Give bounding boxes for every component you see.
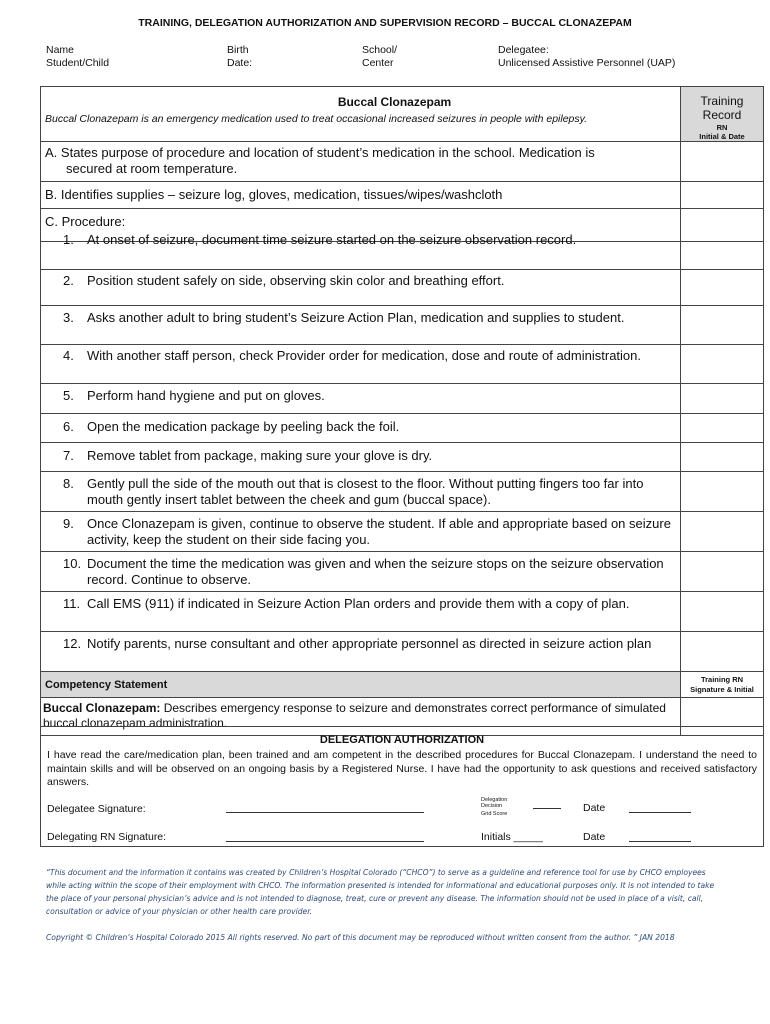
- section-a-prefix: A.: [45, 145, 58, 160]
- section-b: B. Identifies supplies – seizure log, gloves, medication, tissues/wipes/washcloth: [41, 182, 681, 209]
- training-record-initial-date: Initial & Date: [699, 132, 745, 141]
- step-row: [41, 632, 681, 672]
- training-record-cell[interactable]: [681, 592, 764, 632]
- step-row: [41, 443, 681, 472]
- copyright-text: Copyright © Children’s Hospital Colorado 2015 All rights reserved. No part of this document may be reproduced without written consent from the author. ” JAN 2018: [46, 933, 675, 942]
- training-rn-signature-header: [681, 672, 764, 698]
- step-text: Remove tablet from package, making sure your glove is dry.: [87, 448, 433, 463]
- rn-date-label: Date: [583, 831, 606, 843]
- step-text: At onset of seizure, document time seizure started on the seizure observation record.: [87, 232, 577, 247]
- name-field-label: Name Student/Child: [46, 44, 110, 69]
- delegatee-label: Delegatee: Unlicensed Assistive Personnel (UAP): [498, 44, 676, 69]
- step-text: Gently pull the side of the mouth out that is closest to the floor. Without putting fingers too far into mouth gently insert tablet between the cheek and gum (buccal space).: [87, 476, 644, 507]
- competency-statement-text: Describes emergency response to seizure and demonstrates correct performance of simulated buccal clonazepam administration.: [43, 701, 666, 730]
- training-record-cell[interactable]: [681, 632, 764, 672]
- delegatee-date-line[interactable]: [629, 801, 691, 813]
- competency-header: Competency Statement: [41, 672, 681, 698]
- section-c-label: C. Procedure:: [45, 214, 126, 229]
- training-rn-label: Training RN: [700, 675, 744, 684]
- signature-initial-label: Signature & Initial: [690, 685, 754, 694]
- step-row: [41, 306, 681, 345]
- intro-heading: Buccal Clonazepam: [337, 95, 452, 109]
- intro-cell: [41, 87, 681, 142]
- training-record-cell[interactable]: [681, 182, 764, 209]
- training-record-rn: RN: [716, 123, 728, 132]
- initials-field[interactable]: Initials _____: [481, 831, 543, 843]
- intro-description: Buccal Clonazepam is an emergency medication used to treat occasional increased seizures in people with epilepsy.: [45, 113, 588, 125]
- step-text: With another staff person, check Provider order for medication, dose and route of administration.: [87, 348, 641, 363]
- step-row: [41, 512, 681, 552]
- section-a-line1: States purpose of procedure and location of student’s medication in the school. Medication is: [60, 145, 595, 160]
- competency-statement-title: Buccal Clonazepam:: [43, 701, 161, 715]
- training-record-cell[interactable]: [681, 345, 764, 384]
- training-record-cell[interactable]: [681, 142, 764, 182]
- step-number: 9.: [63, 516, 74, 531]
- rn-signature-line[interactable]: [226, 830, 424, 842]
- delegatee-signature-label: Delegatee Signature:: [47, 803, 146, 815]
- step-number: 3.: [63, 310, 74, 325]
- training-record-header: [681, 87, 764, 142]
- delegation-decision-label: [481, 797, 507, 809]
- training-record-cell[interactable]: [681, 242, 764, 270]
- birth-date-label: Birth Date:: [227, 44, 253, 69]
- step-row: [41, 345, 681, 384]
- grid-score-label: Grid Score: [481, 811, 508, 817]
- step-text: Asks another adult to bring student’s Seizure Action Plan, medication and supplies to student.: [87, 310, 625, 325]
- training-record-cell[interactable]: [681, 414, 764, 443]
- delegation-title: DELEGATION AUTHORIZATION: [319, 734, 485, 746]
- step-row: [41, 414, 681, 443]
- step-row: [41, 552, 681, 592]
- decision-word: Decision: [481, 803, 503, 809]
- training-record-title: Training Record: [700, 94, 744, 122]
- step-text: Document the time the medication was given and when the seizure stops on the seizure observation record. Continue to observe.: [87, 556, 664, 587]
- step-text: Position student safely on side, observing skin color and breathing effort.: [87, 273, 505, 288]
- step-text: Once Clonazepam is given, continue to observe the student. If able and appropriate based on seizure activity, keep the student on their side facing you.: [87, 516, 671, 547]
- step-number: 1.: [63, 232, 74, 247]
- step-text: Call EMS (911) if indicated in Seizure Action Plan orders and provide them with a copy of plan.: [87, 596, 630, 611]
- training-record-cell[interactable]: [681, 552, 764, 592]
- training-record-cell[interactable]: [681, 306, 764, 345]
- step-number: 5.: [63, 388, 74, 403]
- step-number: 6.: [63, 419, 74, 434]
- delegation-word: Delegation: [481, 797, 508, 803]
- section-a-line2: secured at room temperature.: [66, 161, 238, 176]
- training-record-cell[interactable]: [681, 384, 764, 414]
- training-record-cell[interactable]: [681, 512, 764, 552]
- delegation-decision-line[interactable]: [533, 801, 561, 809]
- delegatee-signature-line[interactable]: [226, 801, 424, 813]
- step-number: 2.: [63, 273, 74, 288]
- delegation-text: I have read the care/medication plan, been trained and am competent in the described procedures for Buccal Clonazepam. I understand the need to maintain skills and will be observed on an ongoing basis by a Registered Nurse. I have had the opportunity to ask questions and received satisfactory answers.: [47, 749, 757, 788]
- delegating-rn-signature-label: Delegating RN Signature:: [47, 831, 167, 843]
- step-number: 10.: [63, 556, 82, 571]
- training-record-cell[interactable]: [681, 209, 764, 242]
- training-record-cell[interactable]: [681, 472, 764, 512]
- school-center-label: School/ Center: [362, 44, 398, 69]
- training-record-cell[interactable]: [681, 443, 764, 472]
- step-number: 7.: [63, 448, 74, 463]
- delegation-authorization-box: [40, 726, 764, 847]
- step-number: 4.: [63, 348, 74, 363]
- step-number: 12.: [63, 636, 82, 651]
- step-text: Notify parents, nurse consultant and other appropriate personnel as directed in seizure action plan: [87, 636, 652, 651]
- step-number: 11.: [63, 596, 81, 611]
- disclaimer-text: “This document and the information it contains was created by Children’s Hospital Colorado (“CHCO”) to serve as a guideline and reference tool for use by CHCO employees while acting within the scope of their employment with CHCO. The information presented is intended for informational and educational purposes only. It is not intended to take the place of your personal physician’s advice and is not intended to diagnose, treat, cure or prevent any disease. The information should not be used in place of a visit, call, consultation or advice of your physician or other health care provider.: [46, 868, 715, 916]
- step-text: Perform hand hygiene and put on gloves.: [87, 388, 325, 403]
- step-number: 8.: [63, 476, 74, 491]
- step-row: [41, 592, 681, 632]
- training-record-cell[interactable]: [681, 270, 764, 306]
- document-title: TRAINING, DELEGATION AUTHORIZATION AND SUPERVISION RECORD – BUCCAL CLONAZEPAM: [138, 17, 632, 29]
- date-label: Date: [583, 802, 606, 814]
- step-text: Open the medication package by peeling back the foil.: [87, 419, 400, 434]
- step-row: [41, 232, 681, 270]
- procedure-table: [40, 86, 764, 736]
- rn-date-line[interactable]: [629, 830, 691, 842]
- step-row: [41, 270, 681, 306]
- section-a: [41, 142, 681, 182]
- step-row: [41, 384, 681, 414]
- step-row: [41, 472, 681, 512]
